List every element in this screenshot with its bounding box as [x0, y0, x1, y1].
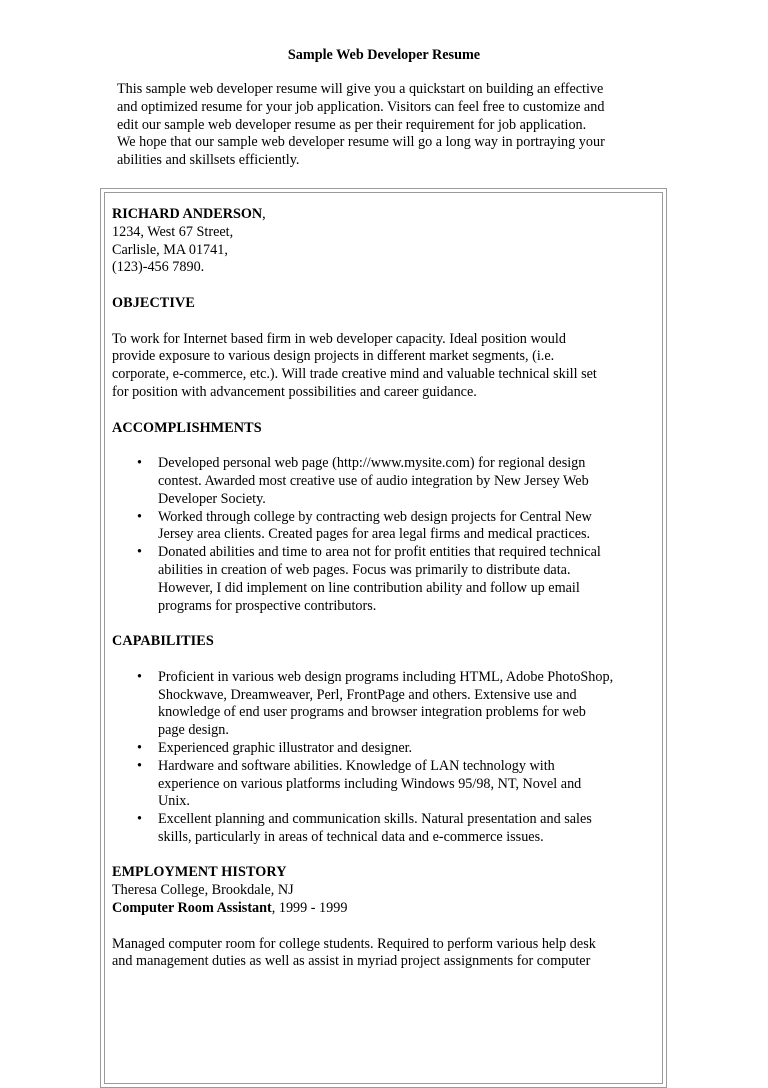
- position-line: [112, 900, 662, 918]
- employment-heading: EMPLOYMENT HISTORY: [112, 864, 287, 881]
- resume-content: [112, 206, 662, 971]
- list-item: [112, 740, 662, 758]
- list-item-line: programs for prospective contributors.: [158, 597, 377, 614]
- intro-line: This sample web developer resume will give you a quickstart on building an effective: [117, 81, 604, 97]
- list-item: [112, 669, 662, 740]
- capabilities-list: [112, 669, 662, 847]
- contact-phone: (123)-456 7890.: [112, 259, 205, 276]
- list-item-line: Experienced graphic illustrator and designer.: [158, 739, 413, 756]
- objective-line: To work for Internet based firm in web developer capacity. Ideal position would: [112, 330, 566, 347]
- bullet-icon: •: [137, 811, 142, 828]
- list-item-line: Unix.: [158, 793, 190, 810]
- bullet-icon: •: [137, 757, 142, 774]
- contact-name: RICHARD ANDERSON: [112, 206, 263, 222]
- intro-line: We hope that our sample web developer resume will go a long way in portraying your: [117, 134, 605, 151]
- bullet-icon: •: [137, 455, 142, 472]
- list-item: [112, 455, 662, 508]
- objective-line: for position with advancement possibilities and career guidance.: [112, 383, 477, 400]
- intro-line: edit our sample web developer resume as per their requirement for job application.: [117, 116, 587, 133]
- objective-text: [112, 331, 662, 402]
- list-item-line: experience on various platforms including Windows 95/98, NT, Novel and: [158, 775, 582, 792]
- list-item-line: However, I did implement on line contribution ability and follow up email: [158, 579, 580, 596]
- list-item-line: Excellent planning and communication skills. Natural presentation and sales: [158, 811, 592, 828]
- list-item: [112, 544, 662, 615]
- list-item-line: Donated abilities and time to area not for profit entities that required technical: [158, 544, 601, 561]
- resume-frame: [100, 188, 667, 1088]
- bullet-icon: •: [137, 508, 142, 525]
- capabilities-heading: CAPABILITIES: [112, 633, 214, 650]
- list-item-line: Hardware and software abilities. Knowledge of LAN technology with: [158, 757, 555, 774]
- bullet-icon: •: [137, 544, 142, 561]
- list-item-line: abilities in creation of web pages. Focus was primarily to distribute data.: [158, 561, 571, 578]
- list-item-line: page design.: [158, 722, 229, 739]
- bullet-icon: •: [137, 739, 142, 756]
- list-item-line: Worked through college by contracting web design projects for Central New: [158, 508, 592, 525]
- position-title: Computer Room Assistant: [112, 900, 272, 917]
- employer: Theresa College, Brookdale, NJ: [112, 882, 294, 899]
- intro-paragraph: [117, 81, 677, 170]
- objective-line: corporate, e-commerce, etc.). Will trade creative mind and valuable technical skill set: [112, 366, 597, 383]
- employment-description-line: and management duties as well as assist in myriad project assignments for computer: [112, 953, 591, 970]
- accomplishments-heading: ACCOMPLISHMENTS: [112, 419, 262, 436]
- accomplishments-list: [112, 455, 662, 615]
- list-item-line: knowledge of end user programs and browser integration problems for web: [158, 704, 586, 721]
- employment-description: [112, 936, 662, 972]
- contact-address-line2: Carlisle, MA 01741,: [112, 241, 228, 258]
- list-item-line: Proficient in various web design programs including HTML, Adobe PhotoShop,: [158, 668, 614, 685]
- list-item: [112, 509, 662, 545]
- list-item-line: skills, particularly in areas of technical data and e-commerce issues.: [158, 828, 544, 845]
- contact-name-line: [112, 206, 662, 224]
- intro-line: abilities and skillsets efficiently.: [117, 152, 300, 169]
- bullet-icon: •: [137, 668, 142, 685]
- intro-line: and optimized resume for your job application. Visitors can feel free to customize and: [117, 98, 605, 115]
- position-period: , 1999 - 1999: [271, 900, 348, 917]
- contact-name-suffix: ,: [262, 206, 266, 222]
- list-item-line: Jersey area clients. Created pages for area legal firms and medical practices.: [158, 526, 591, 543]
- contact-address-line1: 1234, West 67 Street,: [112, 223, 234, 240]
- list-item: [112, 811, 662, 847]
- list-item-line: Developer Society.: [158, 490, 266, 507]
- page-title: Sample Web Developer Resume: [287, 47, 481, 63]
- objective-heading: OBJECTIVE: [112, 294, 195, 311]
- objective-line: provide exposure to various design projects in different market segments, (i.e.: [112, 348, 555, 365]
- list-item-line: Developed personal web page (http://www.mysite.com) for regional design: [158, 455, 586, 472]
- employment-description-line: Managed computer room for college students. Required to perform various help desk: [112, 935, 596, 952]
- resume-inner-frame: [104, 192, 663, 1084]
- list-item: [112, 758, 662, 811]
- list-item-line: contest. Awarded most creative use of audio integration by New Jersey Web: [158, 472, 589, 489]
- list-item-line: Shockwave, Dreamweaver, Perl, FrontPage and others. Extensive use and: [158, 686, 577, 703]
